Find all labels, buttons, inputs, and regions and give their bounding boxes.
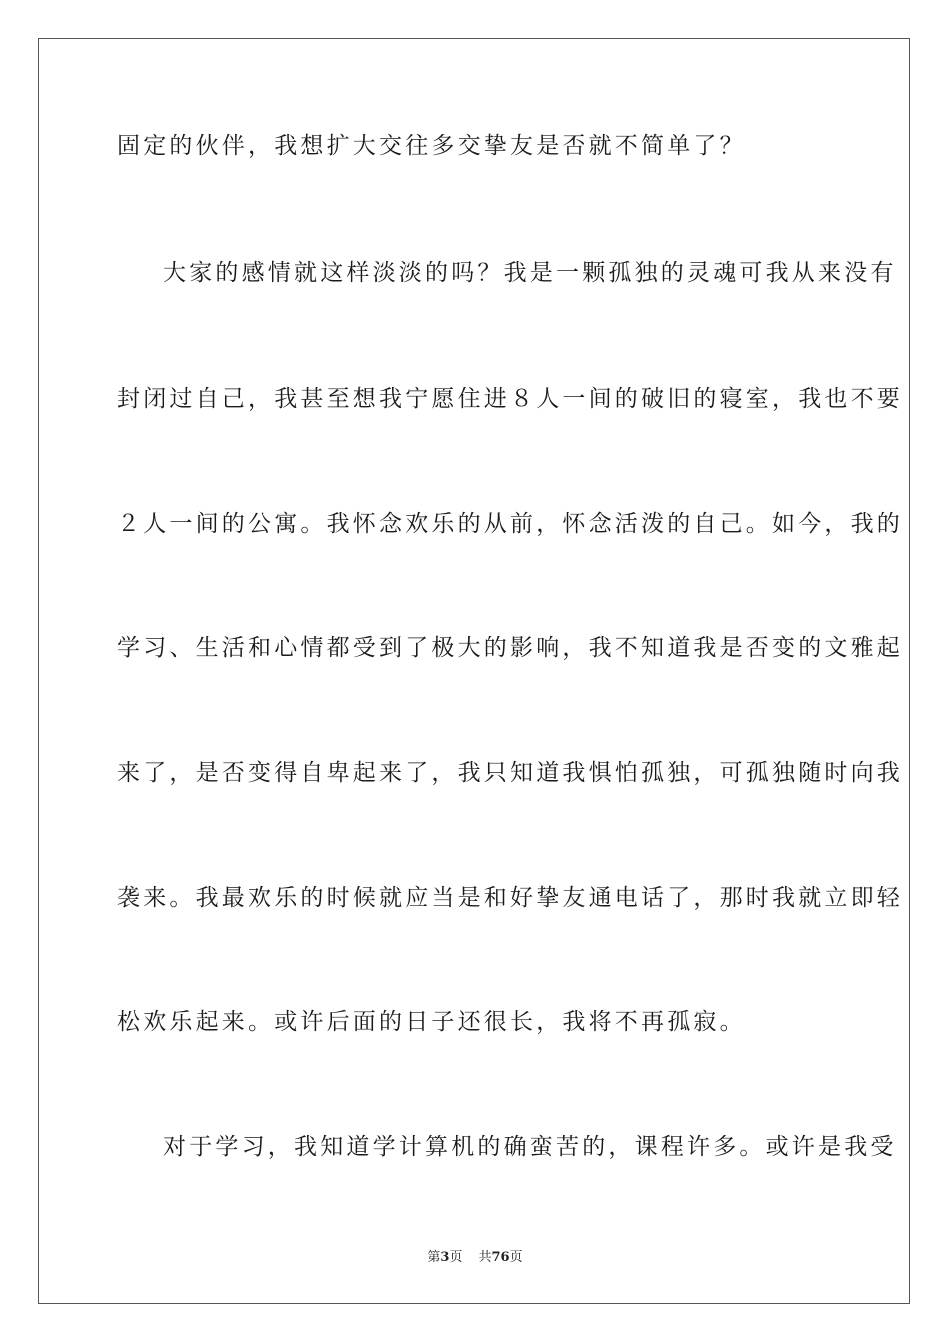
text-line-2: 大家的感情就这样淡淡的吗？我是一颗孤独的灵魂可我从来没有 xyxy=(163,260,897,286)
text-line-4: ２人一间的公寓。我怀念欢乐的从前，怀念活泼的自己。如今，我的 xyxy=(117,511,903,537)
text-line-9: 对于学习，我知道学计算机的确蛮苦的，课程许多。或许是我受 xyxy=(163,1134,897,1160)
text-line-5: 学习、生活和心情都受到了极大的影响，我不知道我是否变的文雅起 xyxy=(117,635,903,661)
text-line-8: 松欢乐起来。或许后面的日子还很长，我将不再孤寂。 xyxy=(117,1009,746,1035)
text-line-6: 来了，是否变得自卑起来了，我只知道我惧怕孤独，可孤独随时向我 xyxy=(117,760,903,786)
total-pages: 76 xyxy=(491,1250,510,1265)
page-number: 3 xyxy=(440,1250,450,1265)
page-suffix: 页 xyxy=(449,1250,463,1265)
page-prefix: 第 xyxy=(427,1250,441,1265)
page-footer xyxy=(0,1249,950,1267)
text-line-3: 封闭过自己，我甚至想我宁愿住进８人一间的破旧的寝室，我也不要 xyxy=(117,386,903,412)
page-border xyxy=(38,38,910,1304)
text-line-7: 袭来。我最欢乐的时候就应当是和好挚友通电话了，那时我就立即轻 xyxy=(117,885,903,911)
total-prefix: 共 xyxy=(478,1250,492,1265)
text-line-1: 固定的伙伴，我想扩大交往多交挚友是否就不简单了？ xyxy=(117,133,746,159)
total-suffix: 页 xyxy=(509,1250,523,1265)
